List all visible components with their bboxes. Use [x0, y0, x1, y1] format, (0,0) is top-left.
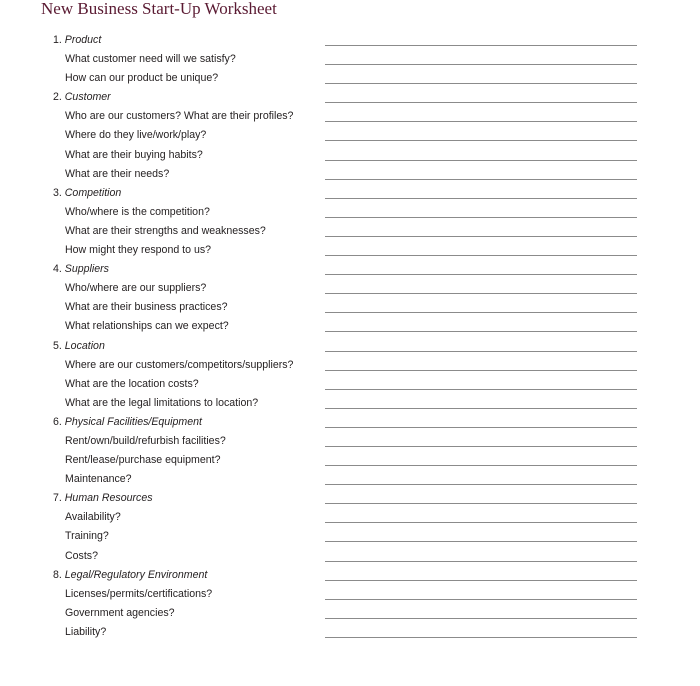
answer-line[interactable]: [325, 255, 637, 256]
answer-line[interactable]: [325, 140, 637, 141]
section-heading: [53, 339, 105, 353]
section-number: 6.: [53, 415, 65, 428]
question-row: [0, 69, 700, 88]
question-text: What are their buying habits?: [65, 148, 203, 161]
section-heading: [53, 90, 111, 104]
section-row: [0, 88, 700, 107]
question-row: [0, 298, 700, 317]
answer-line[interactable]: [325, 217, 637, 218]
question-row: [0, 146, 700, 165]
answer-line[interactable]: [325, 351, 637, 352]
answer-line[interactable]: [325, 274, 637, 275]
section-title: Physical Facilities/Equipment: [64, 415, 202, 428]
answer-line[interactable]: [325, 83, 637, 84]
question-row: [0, 508, 700, 527]
answer-line[interactable]: [325, 446, 637, 447]
answer-line[interactable]: [325, 370, 637, 371]
answer-line[interactable]: [325, 45, 637, 46]
question-row: [0, 432, 700, 451]
question-text: Who/where are our suppliers?: [65, 282, 207, 295]
question-row: [0, 527, 700, 546]
question-text: What relationships can we expect?: [65, 320, 229, 333]
question-row: [0, 126, 700, 145]
answer-line[interactable]: [325, 541, 637, 542]
section-row: [0, 31, 700, 50]
question-row: [0, 317, 700, 336]
section-row: [0, 413, 700, 432]
question-row: [0, 203, 700, 222]
question-text: Rent/own/build/refurbish facilities?: [65, 434, 226, 447]
section-number: 1.: [53, 34, 65, 46]
answer-line[interactable]: [325, 599, 637, 600]
question-row: [0, 604, 700, 623]
answer-line[interactable]: [325, 236, 637, 237]
answer-line[interactable]: [325, 331, 637, 332]
section-heading: [53, 491, 153, 505]
question-text: Costs?: [65, 549, 98, 562]
page-title: New Business Start-Up Worksheet: [41, 0, 277, 18]
answer-line[interactable]: [325, 312, 637, 313]
question-text: Government agencies?: [65, 606, 175, 619]
question-text: How might they respond to us?: [65, 244, 212, 257]
section-row: [0, 489, 700, 508]
answer-line[interactable]: [325, 580, 637, 581]
question-text: What are their business practices?: [65, 301, 228, 314]
section-heading: [53, 186, 121, 200]
answer-line[interactable]: [325, 484, 637, 485]
question-text: What are the location costs?: [65, 377, 199, 390]
question-row: [0, 470, 700, 489]
section-row: [0, 566, 700, 585]
question-text: Liability?: [65, 625, 107, 638]
section-title: Customer: [64, 91, 111, 104]
question-row: [0, 375, 700, 394]
question-text: What are the legal limitations to location?: [65, 396, 259, 409]
question-row: [0, 585, 700, 604]
question-text: Training?: [65, 530, 109, 543]
answer-line[interactable]: [325, 198, 637, 199]
question-row: [0, 394, 700, 413]
section-number: 3.: [53, 186, 65, 199]
question-row: [0, 451, 700, 470]
question-text: Maintenance?: [65, 473, 132, 486]
question-row: [0, 222, 700, 241]
answer-line[interactable]: [325, 160, 637, 161]
answer-line[interactable]: [325, 427, 637, 428]
answer-line[interactable]: [325, 522, 637, 523]
section-title: Human Resources: [64, 492, 153, 505]
answer-line[interactable]: [325, 618, 637, 619]
section-heading: [53, 33, 101, 47]
answer-line[interactable]: [325, 64, 637, 65]
question-row: [0, 107, 700, 126]
answer-line[interactable]: [325, 465, 637, 466]
section-title: Suppliers: [64, 263, 109, 276]
answer-line[interactable]: [325, 637, 637, 638]
question-text: What are their needs?: [65, 167, 170, 180]
question-text: What are their strengths and weaknesses?: [65, 224, 266, 237]
question-row: [0, 279, 700, 298]
section-title: Location: [64, 339, 105, 352]
section-number: 2.: [53, 91, 65, 104]
question-text: How can our product be unique?: [65, 72, 219, 85]
section-row: [0, 260, 700, 279]
section-heading: [53, 568, 207, 582]
answer-line[interactable]: [325, 561, 637, 562]
question-text: Where do they live/work/play?: [65, 129, 207, 142]
question-text: Licenses/permits/certifications?: [65, 587, 213, 600]
question-text: What customer need will we satisfy?: [65, 53, 236, 66]
answer-line[interactable]: [325, 389, 637, 390]
answer-line[interactable]: [325, 121, 637, 122]
worksheet: [0, 31, 700, 642]
section-row: [0, 184, 700, 203]
answer-line[interactable]: [325, 179, 637, 180]
answer-line[interactable]: [325, 503, 637, 504]
question-row: [0, 623, 700, 642]
section-heading: [53, 262, 109, 276]
section-title: Competition: [64, 186, 122, 199]
section-number: 8.: [53, 568, 65, 581]
section-number: 5.: [53, 339, 65, 352]
section-heading: [53, 415, 202, 429]
question-text: Who are our customers? What are their profiles?: [65, 110, 294, 123]
question-row: [0, 356, 700, 375]
question-row: [0, 165, 700, 184]
question-row: [0, 241, 700, 260]
answer-line[interactable]: [325, 102, 637, 103]
answer-line[interactable]: [325, 293, 637, 294]
section-number: 4.: [53, 263, 65, 276]
question-text: Where are our customers/competitors/suppliers?: [65, 358, 294, 371]
section-number: 7.: [53, 492, 65, 505]
section-title: Product: [64, 34, 102, 46]
question-row: [0, 50, 700, 69]
section-row: [0, 337, 700, 356]
question-text: Who/where is the competition?: [65, 205, 210, 218]
question-text: Rent/lease/purchase equipment?: [65, 454, 221, 467]
answer-line[interactable]: [325, 408, 637, 409]
section-title: Legal/Regulatory Environment: [64, 568, 208, 581]
question-text: Availability?: [65, 511, 121, 524]
question-row: [0, 547, 700, 566]
